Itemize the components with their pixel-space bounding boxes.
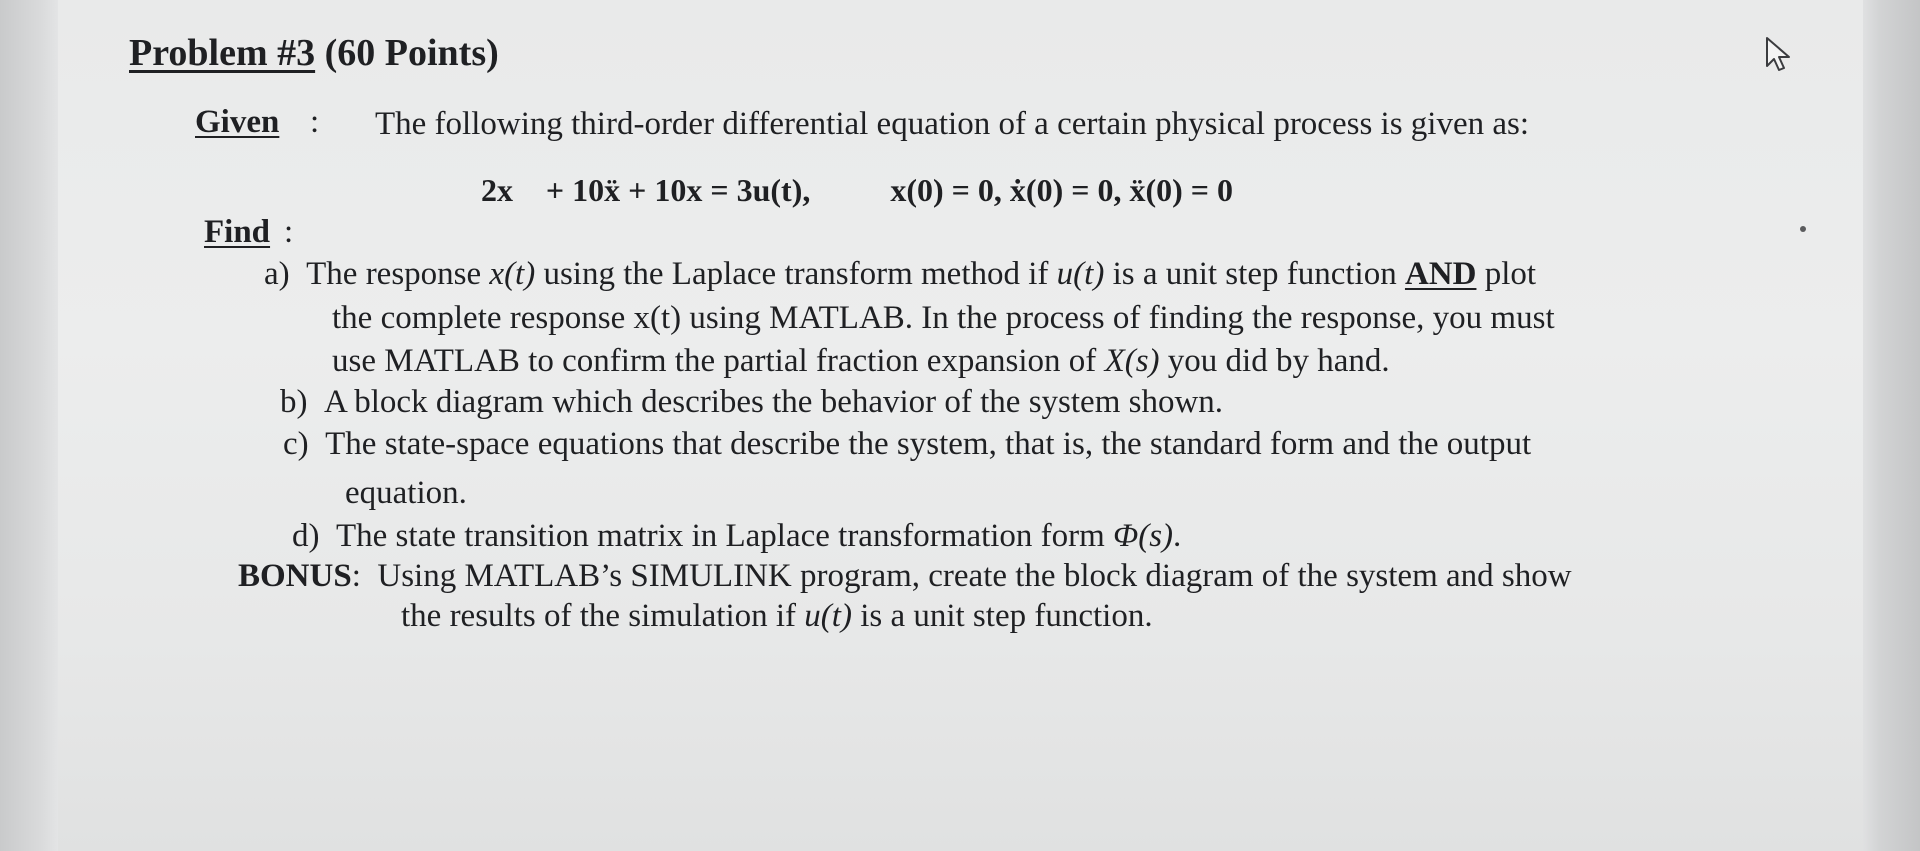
item-c-marker: c)	[283, 426, 309, 462]
item-a-and: AND	[1404, 256, 1477, 292]
item-a-line3-text-2: you did by hand.	[1159, 343, 1390, 379]
problem-points: (60 Points)	[315, 32, 499, 74]
given-text: The following third-order differential equation of a certain physical process is given as:	[375, 106, 1530, 142]
screen-speck	[1800, 226, 1806, 232]
given-label	[195, 106, 279, 139]
item-a-line-2: the complete response x(t) using MATLAB. In the process of finding the response, you must	[332, 300, 1555, 336]
item-d	[292, 520, 1181, 553]
given-label-text: Given	[195, 104, 280, 140]
bonus-line-2	[401, 600, 1153, 633]
problem-title	[129, 34, 499, 72]
bonus-line-1	[238, 560, 1572, 593]
item-a-line-1	[264, 258, 1536, 291]
item-b	[280, 386, 1223, 419]
find-label-text: Find	[204, 214, 271, 250]
item-b-marker: b)	[280, 384, 308, 420]
bonus-colon: :	[351, 558, 361, 594]
given-colon: :	[310, 104, 320, 140]
item-a-text-2: using the Laplace transform method if	[535, 256, 1057, 292]
item-a-text-4: plot	[1476, 256, 1537, 292]
mouse-pointer-icon	[1761, 34, 1797, 74]
equation-main: 2x⃛ + 10ẍ + 10x = 3u(t),	[481, 172, 811, 208]
bonus-line2-text: the results of the simulation if	[401, 598, 805, 634]
item-a-xt: x(t)	[489, 256, 536, 292]
bonus-label: BONUS	[238, 558, 352, 594]
item-a-marker: a)	[264, 256, 290, 292]
item-a-text: The response	[306, 256, 490, 292]
item-c-line-1	[283, 428, 1531, 461]
problem-number: Problem #3	[129, 32, 316, 74]
item-c-text: The state-space equations that describe the system, that is, the standard form and the output	[325, 426, 1532, 462]
differential-equation	[481, 174, 1233, 206]
item-a-xs: X(s)	[1104, 343, 1160, 379]
find-label	[204, 216, 270, 249]
item-a-ut: u(t)	[1056, 256, 1105, 292]
item-c-line-2: equation.	[345, 475, 467, 511]
bonus-text: Using MATLAB’s SIMULINK program, create the block diagram of the system and show	[377, 558, 1572, 594]
bonus-line2-text-2: is a unit step function.	[851, 598, 1153, 634]
item-a-line3-text: use MATLAB to confirm the partial fraction expansion of	[332, 343, 1105, 379]
item-d-phi: Φ(s)	[1113, 518, 1174, 554]
item-a-line-3	[332, 345, 1390, 378]
item-d-text: The state transition matrix in Laplace transformation form	[336, 518, 1114, 554]
item-d-period: .	[1173, 518, 1182, 554]
item-d-marker: d)	[292, 518, 320, 554]
item-a-text-3: is a unit step function	[1104, 256, 1405, 292]
bonus-ut: u(t)	[804, 598, 852, 634]
item-b-text: A block diagram which describes the behavior of the system shown.	[324, 384, 1224, 420]
initial-conditions: x(0) = 0, ẋ(0) = 0, ẍ(0) = 0	[890, 172, 1233, 208]
find-colon: :	[284, 214, 294, 250]
